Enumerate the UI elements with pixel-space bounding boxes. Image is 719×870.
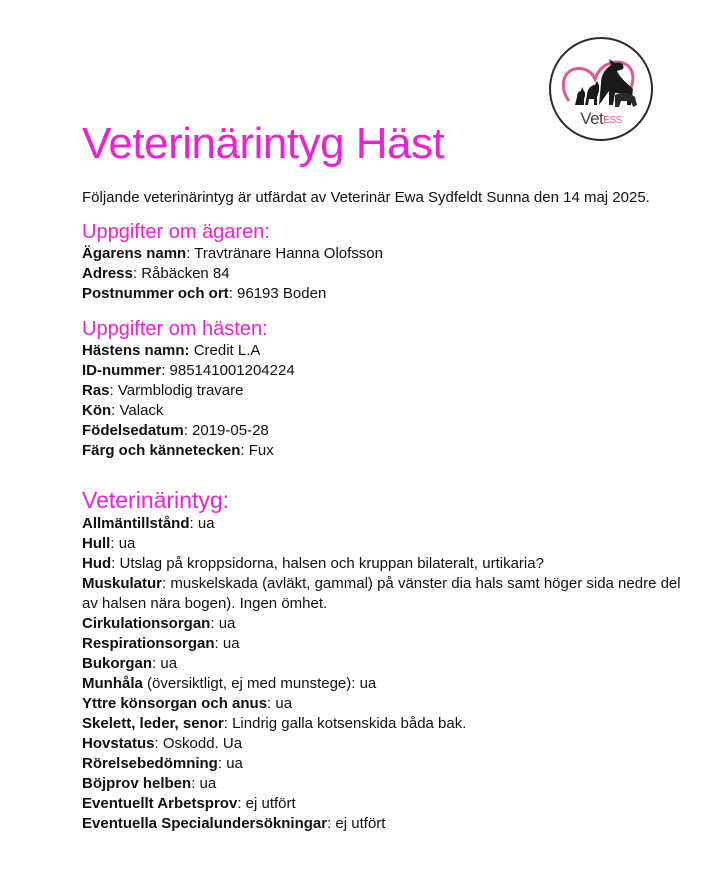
field-value: ej utfört xyxy=(335,815,386,832)
field-separator: : xyxy=(186,245,195,262)
field-separator: : xyxy=(189,515,198,532)
field-row xyxy=(82,401,692,421)
field-row xyxy=(82,554,692,574)
field-separator: : xyxy=(214,635,223,652)
field-row xyxy=(82,694,692,714)
owner-section xyxy=(82,220,692,304)
field-label: Böjprov helben xyxy=(82,775,192,792)
field-value: Oskodd. Ua xyxy=(162,735,243,752)
field-row xyxy=(82,734,692,754)
field-value: Utslag på kroppsidorna, halsen och kruppan bilateralt, urtikaria? xyxy=(119,555,544,572)
page-title: Veterinärintyg Häst xyxy=(82,119,445,168)
field-separator: : xyxy=(267,695,276,712)
field-value: ua xyxy=(275,695,293,712)
field-label: Adress xyxy=(82,265,133,282)
field-row xyxy=(82,514,692,534)
horse-list xyxy=(82,341,692,461)
field-row xyxy=(82,421,692,441)
field-value: ej utfört xyxy=(245,795,296,812)
field-value: Råbäcken 84 xyxy=(141,265,230,282)
field-separator: : xyxy=(327,815,336,832)
field-label: Munhåla xyxy=(82,675,143,692)
field-row xyxy=(82,361,692,381)
field-label: Postnummer och ort xyxy=(82,285,229,302)
field-label: Skelett, leder, senor xyxy=(82,715,224,732)
field-row xyxy=(82,574,692,614)
field-value: muskelskada (avläkt, gammal) på vänster dia hals samt höger sida nedre del av halsen nära bogen). Ingen ömhet. xyxy=(82,575,681,612)
field-row xyxy=(82,341,692,361)
logo-text-sub: ESS xyxy=(603,115,622,126)
field-value: Valack xyxy=(119,402,164,419)
field-value: Credit L.A xyxy=(193,342,261,359)
field-row xyxy=(82,441,692,461)
field-value: 985141001204224 xyxy=(169,362,295,379)
field-row xyxy=(82,654,692,674)
field-value: 2019-05-28 xyxy=(192,422,269,439)
certificate-heading: Veterinärintyg: xyxy=(82,487,230,513)
field-label: Kön xyxy=(82,402,112,419)
field-separator: : xyxy=(191,775,200,792)
field-row xyxy=(82,794,692,814)
field-label: Ägarens namn xyxy=(82,245,187,262)
field-label: Eventuella Specialundersökningar xyxy=(82,815,328,832)
field-label: Hud xyxy=(82,555,112,572)
field-row xyxy=(82,754,692,774)
field-value: Fux xyxy=(248,442,274,459)
field-row xyxy=(82,634,692,654)
field-value: Travtränare Hanna Olofsson xyxy=(194,245,383,262)
field-label: Muskulatur xyxy=(82,575,163,592)
field-row xyxy=(82,614,692,634)
intro-text: Följande veterinärintyg är utfärdat av Veterinär Ewa Sydfeldt Sunna den 14 maj 2025. xyxy=(82,189,650,206)
field-row xyxy=(82,534,692,554)
field-label: Cirkulationsorgan xyxy=(82,615,211,632)
field-row xyxy=(82,714,692,734)
field-separator: : xyxy=(210,615,219,632)
field-separator: : xyxy=(154,735,163,752)
field-value: 96193 Boden xyxy=(237,285,327,302)
field-label: Yttre könsorgan och anus xyxy=(82,695,268,712)
field-separator: : xyxy=(240,442,249,459)
field-label: Respirationsorgan xyxy=(82,635,215,652)
certificate-section xyxy=(82,486,692,834)
field-row xyxy=(82,674,692,694)
field-label: Hull xyxy=(82,535,111,552)
logo-text-main: Vet xyxy=(580,109,604,128)
field-label: Hovstatus xyxy=(82,735,155,752)
field-row xyxy=(82,264,692,284)
field-row xyxy=(82,774,692,794)
field-value: ua xyxy=(218,615,236,632)
field-label: Ras xyxy=(82,382,110,399)
field-separator: : xyxy=(109,382,118,399)
field-label: Rörelsebedömning xyxy=(82,755,218,772)
field-value: ua xyxy=(118,535,136,552)
horse-heading: Uppgifter om hästen: xyxy=(82,318,268,340)
field-separator: : xyxy=(152,655,161,672)
field-value: ua xyxy=(197,515,215,532)
field-value: ua xyxy=(199,775,217,792)
field-label: Allmäntillstånd xyxy=(82,515,190,532)
field-label: Eventuellt Arbetsprov xyxy=(82,795,238,812)
field-separator: : xyxy=(132,265,142,282)
field-row xyxy=(82,244,692,264)
field-separator: : xyxy=(223,715,233,732)
field-separator: : xyxy=(183,422,193,439)
field-value: ua xyxy=(160,655,178,672)
field-label: Hästens namn: xyxy=(82,342,190,359)
field-value: ua xyxy=(226,755,243,772)
field-label: ID-nummer xyxy=(82,362,162,379)
vetess-logo xyxy=(549,37,653,141)
field-separator: : xyxy=(217,755,227,772)
field-row xyxy=(82,381,692,401)
field-value: Lindrig galla kotsenskida båda bak. xyxy=(232,715,467,732)
field-row xyxy=(82,814,692,834)
field-row xyxy=(82,284,692,304)
field-label: Födelsedatum xyxy=(82,422,184,439)
field-separator: : xyxy=(111,402,120,419)
field-separator: : xyxy=(111,555,120,572)
field-separator: : xyxy=(162,575,171,592)
field-separator: : xyxy=(237,795,246,812)
field-separator: : xyxy=(161,362,170,379)
owner-list xyxy=(82,244,692,304)
field-value: (översiktligt, ej med munstege): ua xyxy=(147,675,377,692)
field-value: ua xyxy=(222,635,240,652)
field-separator: : xyxy=(228,285,238,302)
field-label: Bukorgan xyxy=(82,655,153,672)
owner-heading: Uppgifter om ägaren: xyxy=(82,221,270,243)
horse-section xyxy=(82,317,692,461)
field-value: Varmblodig travare xyxy=(117,382,244,399)
field-label: Färg och kännetecken xyxy=(82,442,241,459)
field-separator: : xyxy=(110,535,119,552)
logo-wordmark xyxy=(551,109,651,129)
certificate-list xyxy=(82,514,692,834)
